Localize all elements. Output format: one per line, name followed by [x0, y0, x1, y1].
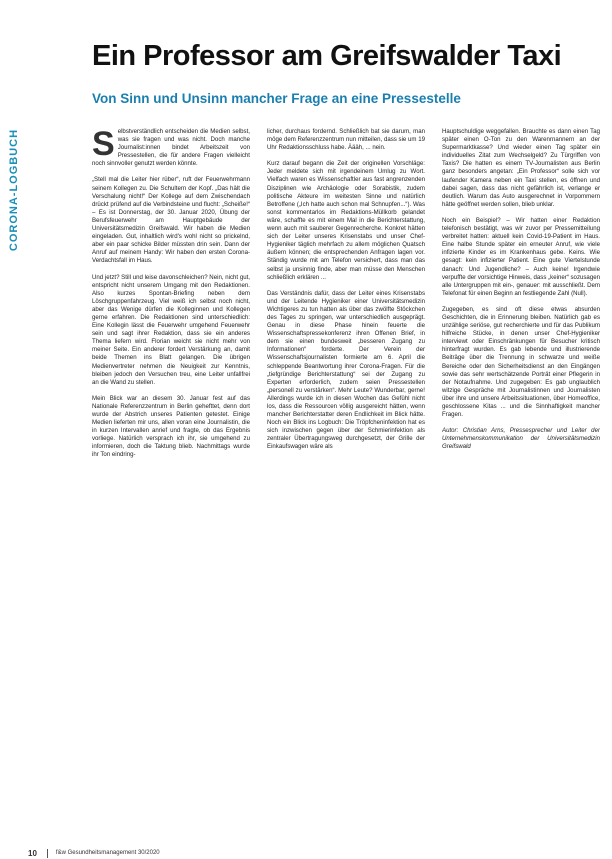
paragraph: Mein Blick war an diesem 30. Januar fest auf das Nationale Referenzzentrum in Berlin gehefttet, denn dort wurde der Abstrich unseres Patienten getestet. Einige Medien lieferten mir uns, allen voran eine Journalistin, die in kurzen Intervallen anrief und fragte, ob das Ergebnis vorliege. Natürlich versprach ich ihr, sie umgehend zu informieren, doch die Taktung blieb. Nachmittags wurde ihr Ton eindring-	[92, 394, 250, 459]
section-label-text: CORONA-LOGBUCH	[8, 128, 21, 252]
paragraph: Das Verständnis dafür, dass der Leiter eines Krisenstabs und der Leitende Hygieniker einer Universitätsmedizin Wichtigeres zu tun hatten als über das zwölfte Stöckchen des Tages zu springen, war unterschiedlich ausgeprägt. Genau in diese Phase hinein feuerte die Wissenschaftspressekonferenz ihren Offenen Brief, in dem sie einen bundesweit „besseren Zugang zu Informationen“ forderte. Der Verein der Wissenschaftsjournalisten formierte am 6. April die schleppende Beantwortung ihrer Corona-Fragen. Für die „tiefgründige Berichterstattung“ sei der Zugang zu Experten erforderlich, zudem seien Pressestellen „personell zu verstärken“. Mehr Leute? Wunderbar, gerne! Allerdings wurde ich in diesen Wochen das Gefühl nicht los, dass die Ressourcen völlig ausgereicht hätten, wenn mancher Berichterstatter deren Endlichkeit im Blick hätte. Noch ein Blick ins Logbuch: Die Tröpfcheninfektion hat es sich inzwischen gegen über der Schmierinfektion als zentraler Übertragungsweg durchgesetzt, der Grille der Einkaufswagen wäre als	[267, 289, 425, 451]
column-3	[442, 128, 600, 818]
drop-cap: S	[92, 128, 115, 163]
author-credit: Autor: Christian Arns, Pressesprecher und Leiter der Unternehmenskommunikation der Universitätsmedizin Greifswald	[442, 427, 600, 451]
section-label	[4, 120, 24, 260]
paragraph: Hauptschuldige weggefallen. Brauchte es dann einen Tag später einen O-Ton zu den Warenrnannern an der Supermarktkasse? Und wieder einen Tag später ein individuelles Zitat zum Wechselgeld? Zu Türgriffen von Taxis? Die hatten es einem TV-Journalisten aus Berlin ganz besonders angetan: „Ein Professor“ solle sich vor laufender Kamera neben ein Taxi stellen, es öffnen und dabei sagen, dass das nicht gefährlich ist, verlange er deutlich. Warum das Auto ausgerechnet in Vorpommern hätte geöffnet werden sollen, blieb unklar.	[442, 128, 600, 208]
paragraph-text: elbstverständlich entscheiden die Medien selbst, was sie fragen und was nicht. Doch manche Journalist:innen bindet Arbeitszeit von Pressestellen, die für andere Fragen vielleicht noch sinnvoller genutzt werden könnte.	[92, 128, 250, 168]
paragraph: „Stell mal die Leiter hier rüber“, ruft der Feuerwehrmann seinem Kollegen zu. Die Schultern der Kopf. „Das hält die Verschalung nicht!“ Der Kollege auf dem Zwischendach drückt prüfend auf die Verbindsteine und flucht: „Scheiße!“ – Es ist Donnerstag, der 30. Januar 2020, Übung der Berufsfeuerwehr am Hauptgebäude der Universitätsmedizin Greifswald. Wir haben die Medien eingeladen. Gut, inhaltlich wird's wohl nicht so prickelnd, aber ein paar schicke Bilder müssten drin sein. Dann der Anruf auf meinem Handy: Wir haben den ersten Corona-Verdachtsfall im Haus.	[92, 176, 250, 265]
paragraph: Kurz darauf begann die Zeit der originellen Vorschläge: Jeder meldete sich mit irgendeinem Umlug zu Wort. Vielfach waren es Wissenschaftler aus fast angrenzenden Disziplinen wie Archäologie oder Sorabistik, zudem politische Akteure im weitesten Sinne und natürlich Betroffene („Ich hatte auch schon mal Schnupfen...“). Was sonst kommentarlos im Redaktions-Müllkorb gelandet wäre, schaffte es mit einem Mal in die Berichterstattung, wenn auch mit sauberer Gegenrecherche. Konkret hätten sich der Leiter unseres Krisenstabs und unser Chef-Hygieniker täglich mehrfach zu allem möglichen Quatsch äußern können; die entsprechenden Anfragen lagen vor. Ständig wurde mit am Telefon versichert, dass man das selbst ja unsinnig finde, aber man müsse den Menschen schließlich erklären ...	[267, 160, 425, 281]
page-number: 10	[28, 848, 37, 858]
footer-divider	[47, 849, 48, 858]
column-2	[267, 128, 425, 818]
publication-name: f&w Gesundheitsmanagement 30/2020	[55, 850, 160, 856]
article-subtitle: Von Sinn und Unsinn mancher Frage an eine Pressestelle	[92, 91, 461, 106]
paragraph: Zugegeben, es sind oft diese etwas absurden Geschichten, die in Erinnerung bleiben. Natürlich gab es unzählige seriöse, gut recherchierte und für das Publikum hilfreiche Stücke, in denen unser Chef-Hygieniker interviewt oder Einschränkungen für Besucher kritisch hinterfragt wurden. Es gab lebende und illustrierende Beiträge über die Trennung in schwarze und weiße Bereiche oder den Sicherheitsdienst an den Eingängen sowie das sehr wertschätzende Porträt einer Pflegerin in der Notaufnahme. Und zugegeben: Es gab unglaublich witzige Gespräche mit Journalistinnen und Journalisten über ihre und unsere Arbeitssituationen, über Homeoffice, geschlossene Kitas ... und die Sinnhaftigkeit mancher Fragen.	[442, 305, 600, 419]
paragraph: licher, durchaus fordernd. Schließlich bat sie darum, man möge dem Referenzzentrum nun mitteilen, dass sie um 19 Uhr Redaktionsschluss habe. Äääh, ... nein.	[267, 128, 425, 152]
article-body	[92, 128, 600, 818]
column-1	[92, 128, 250, 818]
paragraph	[92, 128, 250, 168]
page-footer	[28, 847, 328, 859]
paragraph: Und jetzt? Still und leise davonschleichen? Nein, nicht gut, entspricht nicht unserem Umgang mit den Redaktionen. Also kurzes Spontan-Briefing neben dem Löschgruppenfahrzeug. Viel weiß ich selbst noch nicht, aber das Wenige dürfen die Kolleginnen und Kollegen gerne erfahren. Die Redaktionen sind unterschiedlich: Eine Kollegin lässt die Feuerwehr umgehend Feuerwehr sein und sagt ihrer Redaktion, dass sie ein anderes Thema liefern wird. Florian weicht sie nicht mehr von meiner Seite. Ein anderer fordert Verstärkung an, damit beide Themen ins Blatt gelangen. Die übrigen Medienvertreter nehmen die Neuigkeit zur Kenntnis, bleiben jedoch den Versuchen treu, eine Leiter unfallfrei an die Wand zu stellen.	[92, 273, 250, 386]
article-title: Ein Professor am Greifswalder Taxi	[92, 40, 562, 72]
paragraph: Noch ein Beispiel? – Wir hatten einer Redaktion telefonisch bestätigt, was wir zuvor per Pressemitteilung verbreitet hatten: aktuell kein Covid-19-Patient im Haus. Eine halbe Stunde später ein erneuter Anruf, wie viele infizierte Kinder es im Krankenhaus gebe. Keins. Wie gesagt: kein infizierter Patient. Eine gute Viertelstunde danach: Und Jugendliche? – Auch keine! Irgendwie verpuffte der vorsichtige Hinweis, dass „keiner“ sozusagen alle Untergruppen mit ein-, genauer: mit ausschließt. Dem Telefonat für einen Beginn an festliegende Zahl (Null).	[442, 216, 600, 297]
